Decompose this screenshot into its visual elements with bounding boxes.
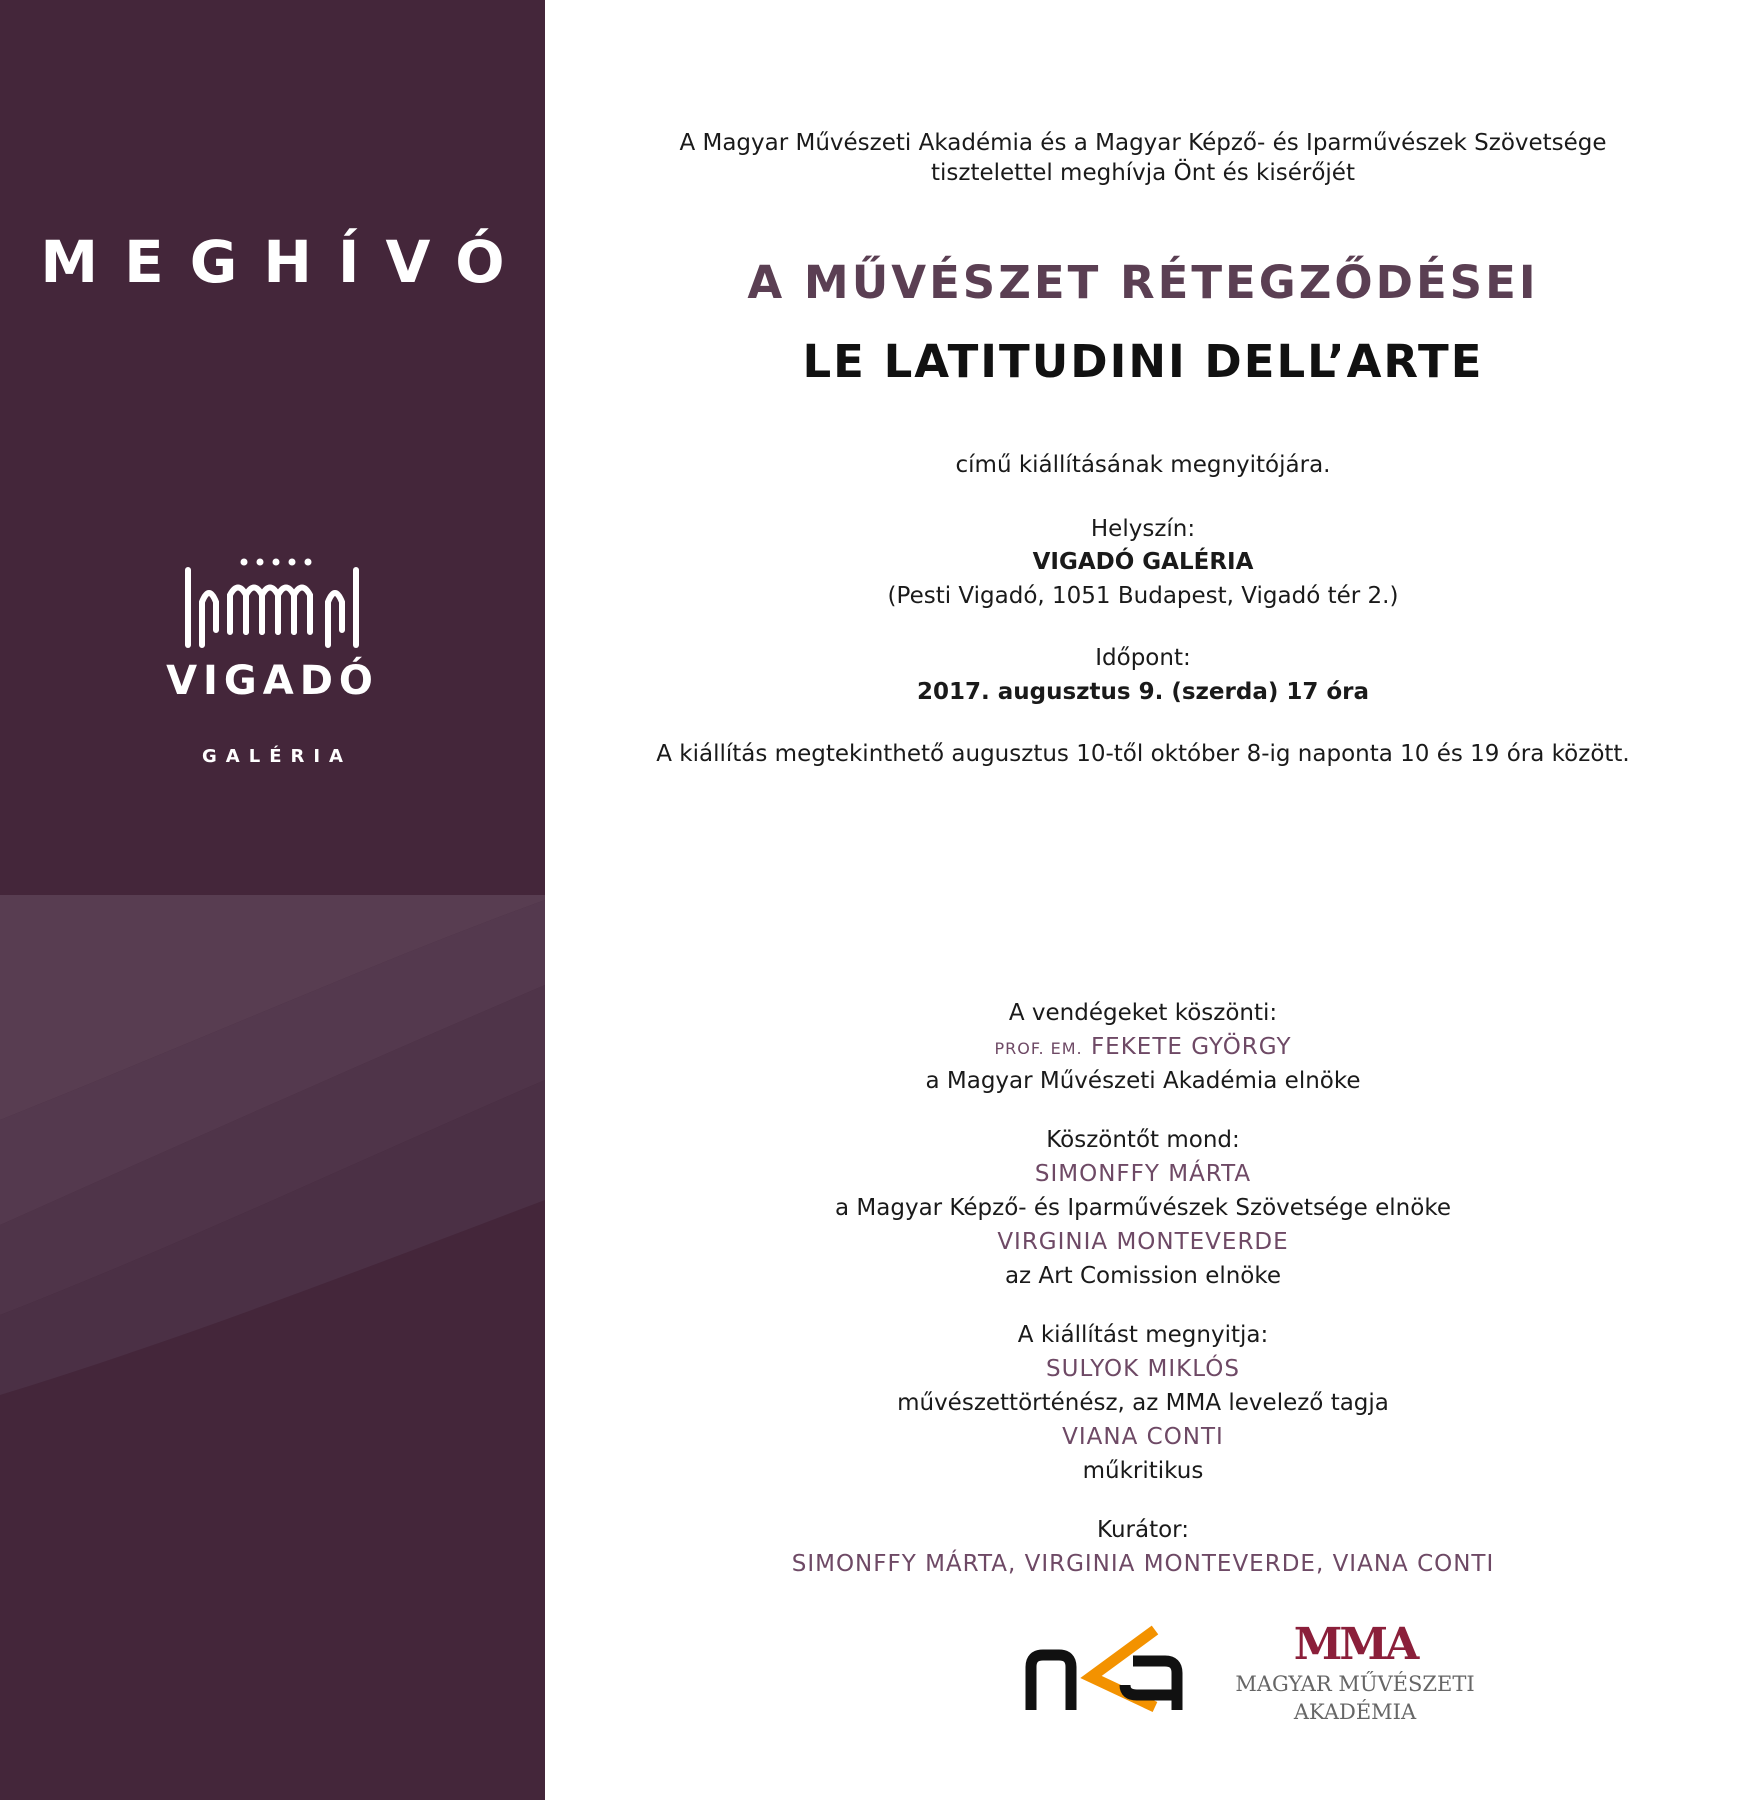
- curator-names: SIMONFFY MÁRTA, VIRGINIA MONTEVERDE, VIANA CONTI: [791, 1551, 1495, 1577]
- nka-logo-icon: [1025, 1625, 1195, 1715]
- speech-label: Köszöntőt mond:: [1046, 1127, 1240, 1153]
- speech-name-1: SIMONFFY MÁRTA: [1034, 1161, 1252, 1187]
- vigado-building-icon: [182, 540, 362, 650]
- curator-label: Kurátor:: [1097, 1517, 1189, 1543]
- mma-line-2: AKADÉMIA: [1293, 1700, 1417, 1724]
- greeting-role: a Magyar Művészeti Akadémia elnöke: [925, 1068, 1361, 1094]
- logo-subtitle: GALÉRIA: [202, 746, 352, 767]
- mma-logo: [1225, 1620, 1485, 1726]
- mma-line-1: MAGYAR MŰVÉSZETI: [1235, 1672, 1475, 1696]
- greeting-name: FEKETE GYÖRGY: [1090, 1034, 1292, 1060]
- invitation-heading: MEGHÍVÓ: [40, 228, 531, 296]
- sponsor-logos: [545, 1620, 1741, 1730]
- greeting-prefix: PROF. EM.: [994, 1039, 1083, 1058]
- subtitle: című kiállításának megnyitójára.: [955, 452, 1331, 478]
- invitation-body: [545, 0, 1741, 1800]
- viewing-info: A kiállítás megtekinthető augusztus 10-től október 8-ig naponta 10 és 19 óra között.: [656, 741, 1630, 767]
- location-venue: VIGADÓ GALÉRIA: [1032, 549, 1254, 575]
- location-address: (Pesti Vigadó, 1051 Budapest, Vigadó tér 2.): [887, 583, 1399, 609]
- intro-line-2: tisztelettel meghívja Önt és kisérőjét: [931, 160, 1355, 186]
- time-value: 2017. augusztus 9. (szerda) 17 óra: [916, 679, 1370, 705]
- opening-role-1: művészettörténész, az MMA levelező tagja: [897, 1390, 1389, 1416]
- speech-name-2: VIRGINIA MONTEVERDE: [997, 1229, 1289, 1255]
- greeting-name-line: [545, 1034, 1741, 1060]
- logo-wordmark: VIGADÓ: [166, 658, 379, 704]
- speech-role-2: az Art Comission elnöke: [1004, 1263, 1282, 1289]
- intro-line-1: A Magyar Művészeti Akadémia és a Magyar Képző- és Iparművészek Szövetsége: [679, 130, 1607, 156]
- vigado-galeria-logo: [0, 540, 545, 780]
- sidebar-panel: [0, 0, 545, 1800]
- speech-role-1: a Magyar Képző- és Iparművészek Szövetsége elnöke: [835, 1195, 1451, 1221]
- location-label: Helyszín:: [1090, 516, 1196, 542]
- opening-name-1: SULYOK MIKLÓS: [1046, 1356, 1240, 1382]
- time-label: Időpont:: [1095, 645, 1191, 671]
- greeting-label: A vendégeket köszönti:: [1008, 1000, 1278, 1026]
- mma-mark: MMA: [1293, 1619, 1417, 1670]
- opening-name-2: VIANA CONTI: [1062, 1424, 1224, 1450]
- opening-label: A kiállítást megnyitja:: [1017, 1322, 1269, 1348]
- opening-role-2: műkritikus: [1082, 1458, 1204, 1484]
- title-italian: LE LATITUDINI DELL’ARTE: [802, 335, 1484, 388]
- title-hungarian: A MŰVÉSZET RÉTEGZŐDÉSEI: [747, 256, 1539, 309]
